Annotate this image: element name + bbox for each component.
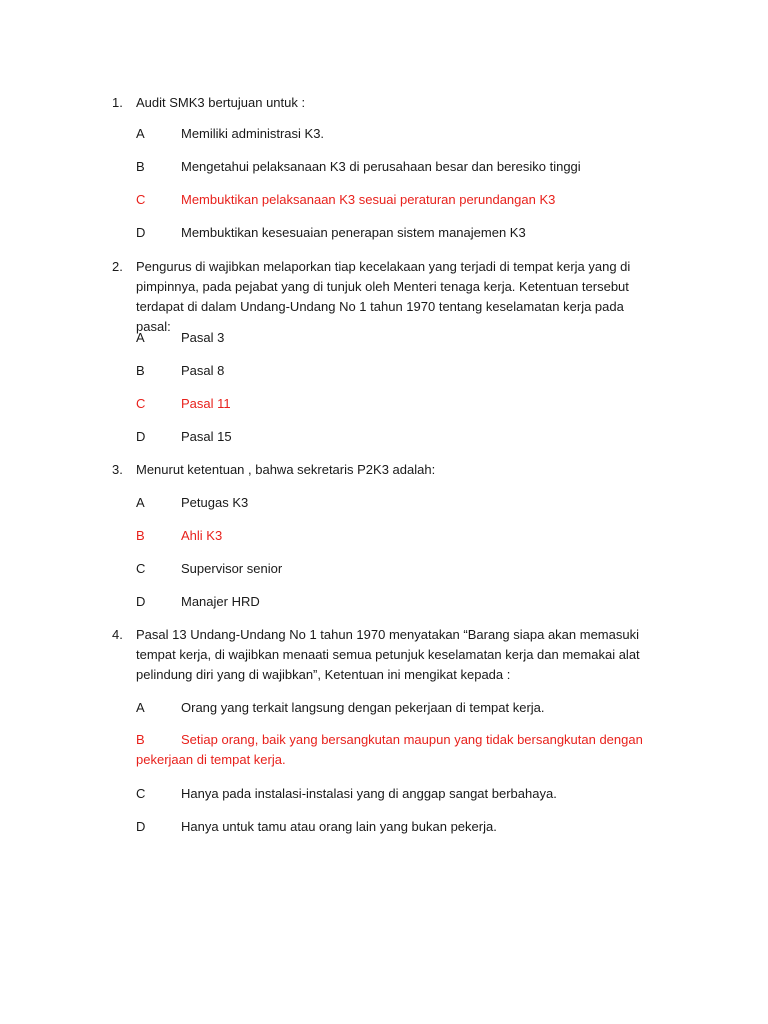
option-text: Hanya pada instalasi-instalasi yang di anggap sangat berbahaya.	[181, 786, 557, 801]
option-text: Pasal 11	[181, 396, 231, 411]
option-text: Pasal 3	[181, 330, 225, 345]
option-text: Pasal 8	[181, 363, 225, 378]
option-letter: C	[136, 192, 146, 207]
question-number: 2.	[112, 259, 123, 274]
option-text: Supervisor senior	[181, 561, 283, 576]
option-text: Petugas K3	[181, 495, 249, 510]
option-letter: C	[136, 561, 146, 576]
option-letter: D	[136, 819, 146, 834]
option-text: Ahli K3	[181, 528, 223, 543]
question-number: 3.	[112, 462, 123, 477]
option-letter: C	[136, 396, 146, 411]
option-text: Pasal 15	[181, 429, 232, 444]
option-letter: B	[136, 528, 145, 543]
option-letter: D	[136, 594, 146, 609]
option-text: Memiliki administrasi K3.	[181, 126, 325, 141]
question-number: 4.	[112, 627, 123, 642]
option-text: Membuktikan pelaksanaan K3 sesuai peraturan perundangan K3	[181, 192, 556, 207]
option-letter: D	[136, 225, 146, 240]
option-text: Hanya untuk tamu atau orang lain yang bukan pekerja.	[181, 819, 497, 834]
option-letter: C	[136, 786, 146, 801]
option-letter: A	[136, 330, 145, 345]
option-letter: A	[136, 495, 145, 510]
question-text: Audit SMK3 bertujuan untuk :	[136, 95, 306, 110]
option-4b-correct	[136, 730, 656, 770]
question-text: Menurut ketentuan , bahwa sekretaris P2K3 adalah:	[136, 462, 436, 477]
option-text: Setiap orang, baik yang bersangkutan maupun yang tidak bersangkutan dengan pekerjaan di tempat kerja.	[136, 732, 643, 767]
option-letter: B	[136, 732, 145, 747]
question-text: Pengurus di wajibkan melaporkan tiap kecelakaan yang terjadi di tempat kerja yang di pimpinnya, pada pejabat yang di tunjuk oleh Menteri tenaga kerja. Ketentuan tersebut terdapat di dalam Undang-Undang No 1 tahun 1970 tentang keselamatan kerja pada pasal:	[136, 259, 631, 334]
option-text: Mengetahui pelaksanaan K3 di perusahaan besar dan beresiko tinggi	[181, 159, 581, 174]
option-text: Manajer HRD	[181, 594, 260, 609]
option-text: Orang yang terkait langsung dengan pekerjaan di tempat kerja.	[181, 700, 545, 715]
option-letter: B	[136, 159, 145, 174]
option-text: Membuktikan kesesuaian penerapan sistem manajemen K3	[181, 225, 526, 240]
option-letter: B	[136, 363, 145, 378]
option-letter: A	[136, 126, 145, 141]
question-number: 1.	[112, 95, 123, 110]
option-letter: A	[136, 700, 145, 715]
option-letter: D	[136, 429, 146, 444]
question-text: Pasal 13 Undang-Undang No 1 tahun 1970 menyatakan “Barang siapa akan memasuki tempat kerja, di wajibkan menaati semua petunjuk keselamatan kerja dan memakai alat pelindung diri yang di wajibkan”, Ketentuan ini mengikat kepada :	[136, 627, 640, 682]
